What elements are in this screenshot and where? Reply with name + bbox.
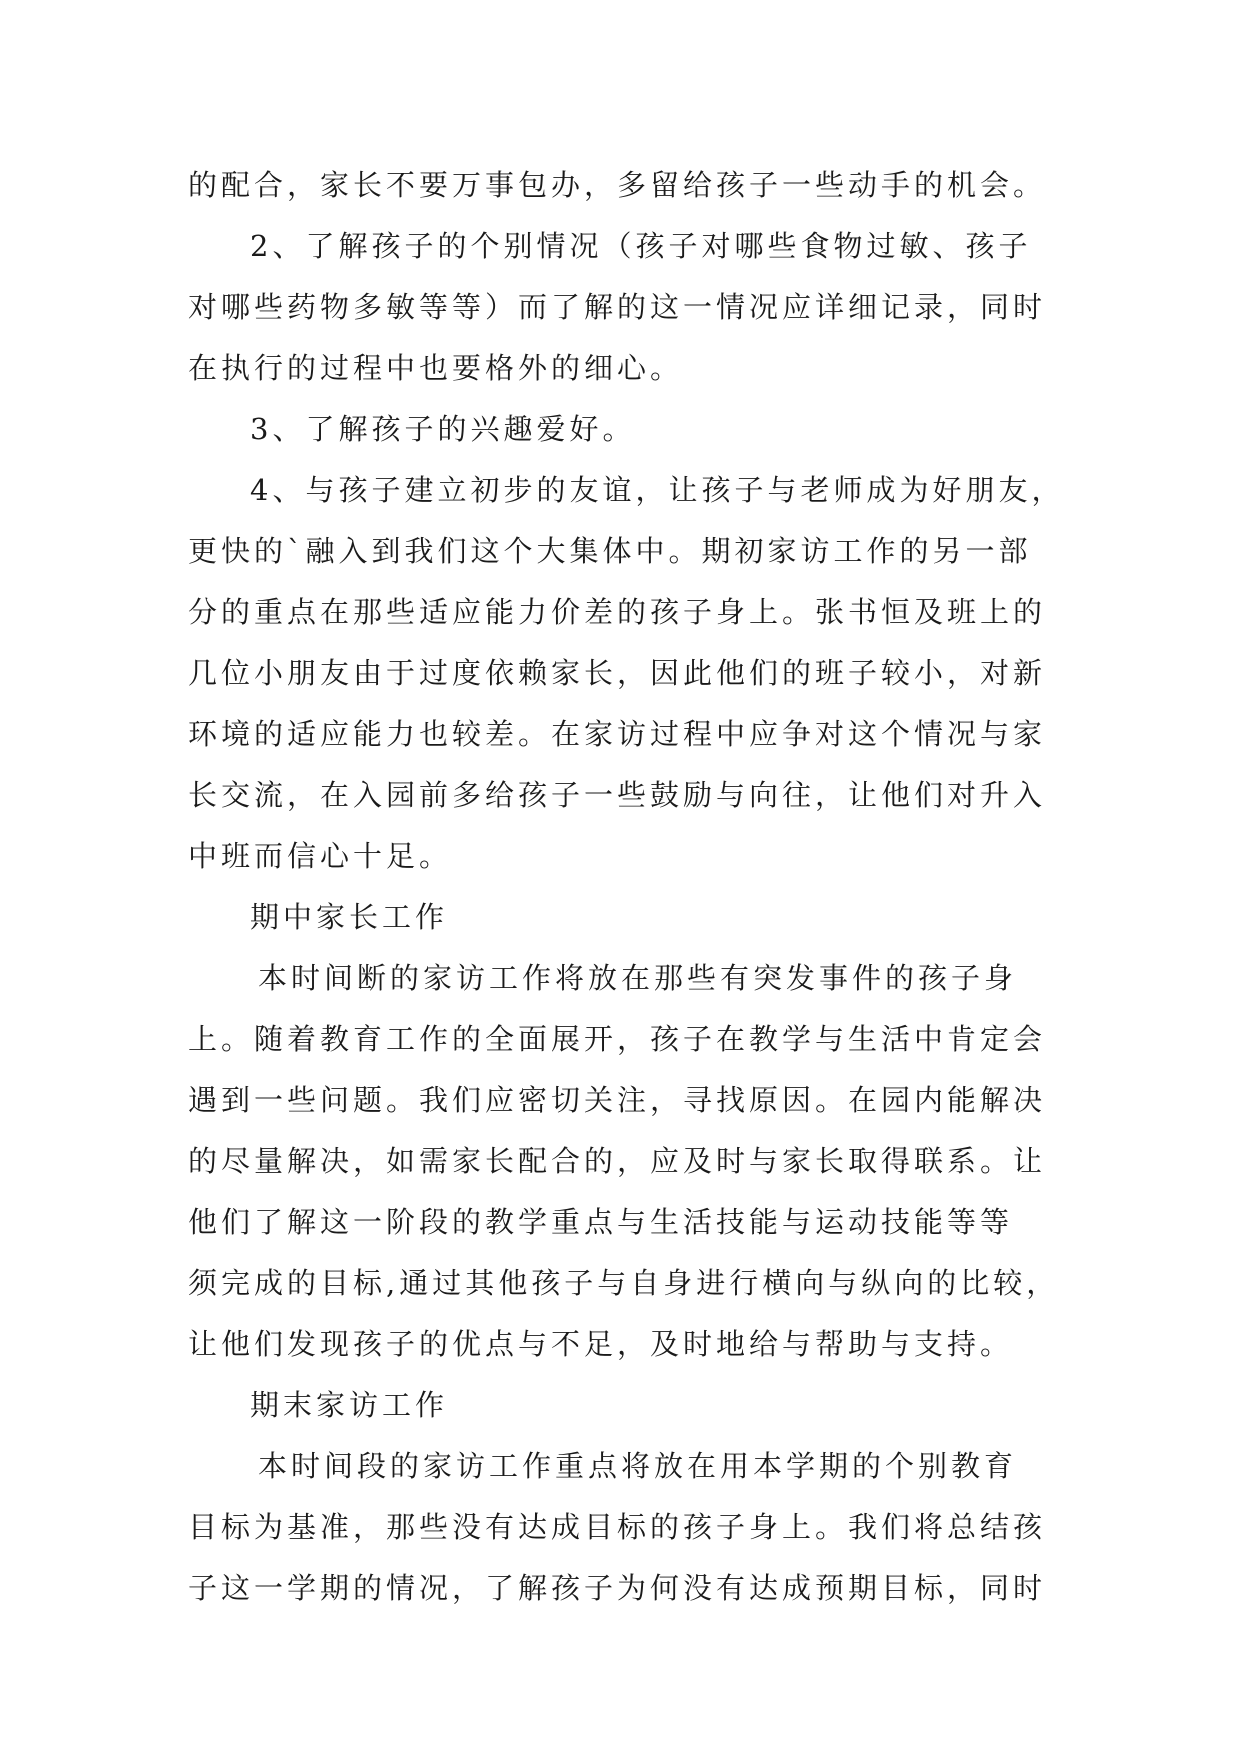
text-line: 的配合，家长不要万事包办，多留给孩子一些动手的机会。 — [188, 168, 1047, 202]
text-line: 更快的`融入到我们这个大集体中。期初家访工作的另一部 — [188, 534, 1032, 568]
text-line: 让他们发现孩子的优点与不足，及时地给与帮助与支持。 — [188, 1327, 1014, 1361]
text-line: 本时间断的家访工作将放在那些有突发事件的孩子身 — [258, 961, 1018, 995]
section-heading: 期中家长工作 — [250, 900, 449, 934]
text-line: 须完成的目标,通过其他孩子与自身进行横向与纵向的比较， — [188, 1266, 1060, 1300]
text-line: 分的重点在那些适应能力价差的孩子身上。张书恒及班上的 — [188, 595, 1047, 629]
text-line: 的尽量解决，如需家长配合的，应及时与家长取得联系。让 — [188, 1144, 1047, 1178]
text-line: 目标为基准，那些没有达成目标的孩子身上。我们将总结孩 — [188, 1510, 1047, 1544]
document-body — [188, 155, 1068, 1619]
text-line: 上。随着教育工作的全面展开，孩子在教学与生活中肯定会 — [188, 1022, 1047, 1056]
text-line: 4、与孩子建立初步的友谊，让孩子与老师成为好朋友， — [250, 473, 1065, 507]
text-line: 中班而信心十足。 — [188, 839, 453, 873]
text-line: 2、了解孩子的个别情况（孩子对哪些食物过敏、孩子 — [250, 229, 1032, 263]
text-line: 本时间段的家访工作重点将放在用本学期的个别教育 — [258, 1449, 1018, 1483]
text-line: 遇到一些问题。我们应密切关注，寻找原因。在园内能解决 — [188, 1083, 1047, 1117]
text-line: 他们了解这一阶段的教学重点与生活技能与运动技能等等 — [188, 1205, 1014, 1239]
section-heading: 期末家访工作 — [250, 1388, 449, 1422]
text-line: 在执行的过程中也要格外的细心。 — [188, 351, 684, 385]
text-line: 对哪些药物多敏等等）而了解的这一情况应详细记录，同时 — [188, 290, 1047, 324]
text-line: 长交流，在入园前多给孩子一些鼓励与向往，让他们对升入 — [188, 778, 1047, 812]
text-line: 3、了解孩子的兴趣爱好。 — [250, 412, 636, 446]
text-line: 几位小朋友由于过度依赖家长，因此他们的班子较小，对新 — [188, 656, 1047, 690]
text-line: 子这一学期的情况，了解孩子为何没有达成预期目标，同时 — [188, 1571, 1047, 1605]
text-line: 环境的适应能力也较差。在家访过程中应争对这个情况与家 — [188, 717, 1047, 751]
